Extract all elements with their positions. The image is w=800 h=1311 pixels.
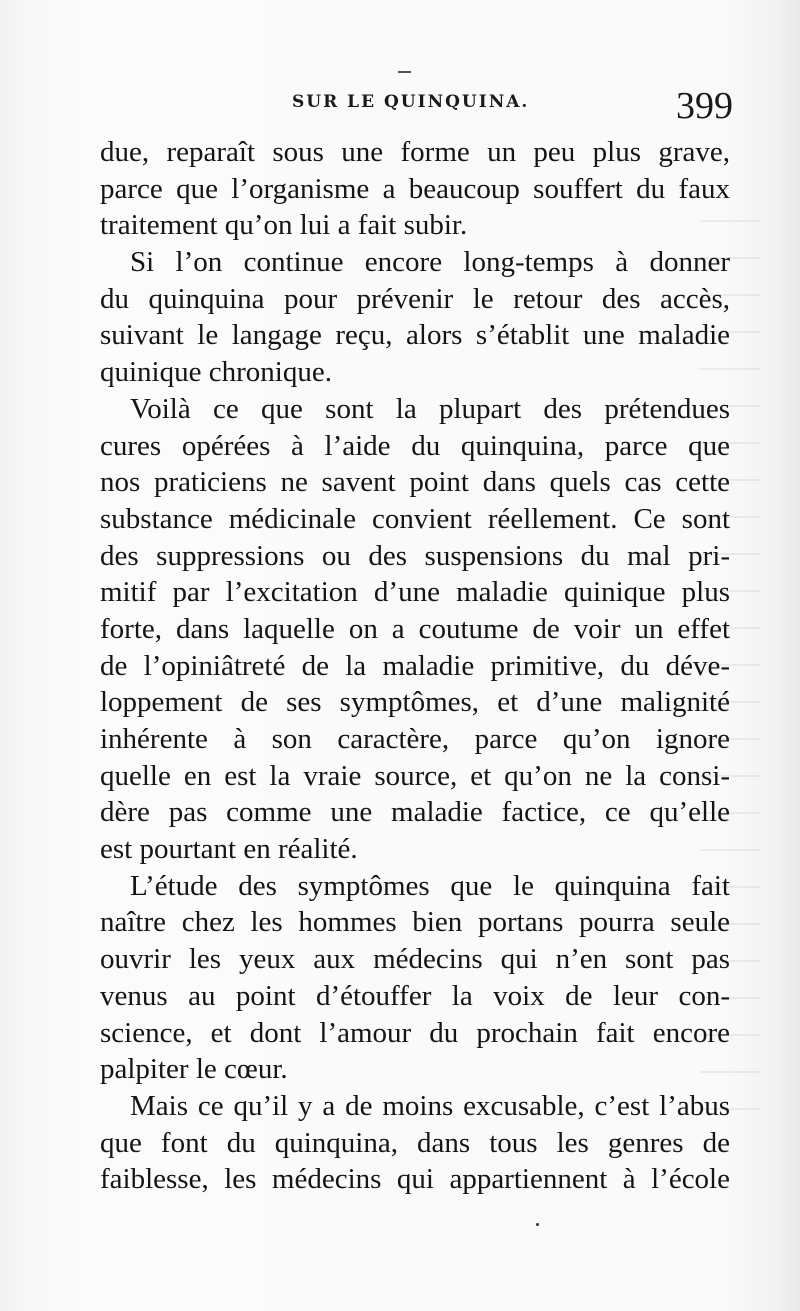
text-line: est pourtant en réalité.	[100, 833, 358, 866]
text-line: mitif par l’excitation d’une maladie quinique plus	[100, 576, 730, 609]
text-line: naître chez les hommes bien portans pourra seule	[100, 906, 730, 939]
page-number: 399	[676, 85, 733, 127]
text-line: quelle en est la vraie source, et qu’on ne la consi-	[100, 759, 730, 792]
text-line: palpiter le cœur.	[100, 1053, 288, 1086]
text-line: cures opérées à l’aide du quinquina, parce que	[100, 429, 730, 462]
header-dash	[398, 71, 411, 73]
text-line: quinique chronique.	[100, 356, 332, 389]
text-line: traitement qu’on lui a fait subir.	[100, 209, 468, 242]
text-line: suivant le langage reçu, alors s’établit une maladie	[100, 319, 730, 352]
text-line: de l’opiniâtreté de la maladie primitive, du déve-	[100, 649, 730, 682]
ink-speck	[536, 1223, 539, 1226]
text-line: dère pas comme une maladie factice, ce qu’elle	[100, 796, 730, 829]
text-line: loppement de ses symptômes, et d’une malignité	[100, 686, 730, 719]
text-line: venus au point d’étouffer la voix de leur con-	[100, 979, 730, 1012]
text-line: L’étude des symptômes que le quinquina fait	[130, 869, 730, 902]
text-line: substance médicinale convient réellement. Ce sont	[100, 502, 730, 535]
text-line: due, reparaît sous une forme un peu plus grave,	[100, 136, 730, 168]
text-line: faiblesse, les médecins qui appartiennent à l’école	[100, 1163, 730, 1196]
text-line: science, et dont l’amour du prochain fait encore	[100, 1016, 730, 1049]
text-line: inhérente à son caractère, parce qu’on ignore	[100, 723, 730, 755]
body-text	[100, 134, 730, 1198]
running-head: SUR LE QUINQUINA.	[292, 92, 530, 112]
text-line: des suppressions ou des suspensions du mal pri-	[100, 539, 730, 572]
text-line: du quinquina pour prévenir le retour des accès,	[100, 282, 730, 315]
text-line: ouvrir les yeux aux médecins qui n’en sont pas	[100, 943, 730, 976]
text-line: nos praticiens ne savent point dans quels cas cette	[100, 466, 730, 499]
text-line: Mais ce qu’il y a de moins excusable, c’est l’abus	[130, 1089, 730, 1122]
text-line: Si l’on continue encore long-temps à donner	[130, 246, 730, 279]
text-line: que font du quinquina, dans tous les genres de	[100, 1126, 730, 1159]
text-line: forte, dans laquelle on a coutume de voir un effet	[100, 612, 730, 645]
text-line: parce que l’organisme a beaucoup souffert du faux	[100, 172, 730, 205]
text-line: Voilà ce que sont la plupart des prétendues	[130, 392, 730, 425]
